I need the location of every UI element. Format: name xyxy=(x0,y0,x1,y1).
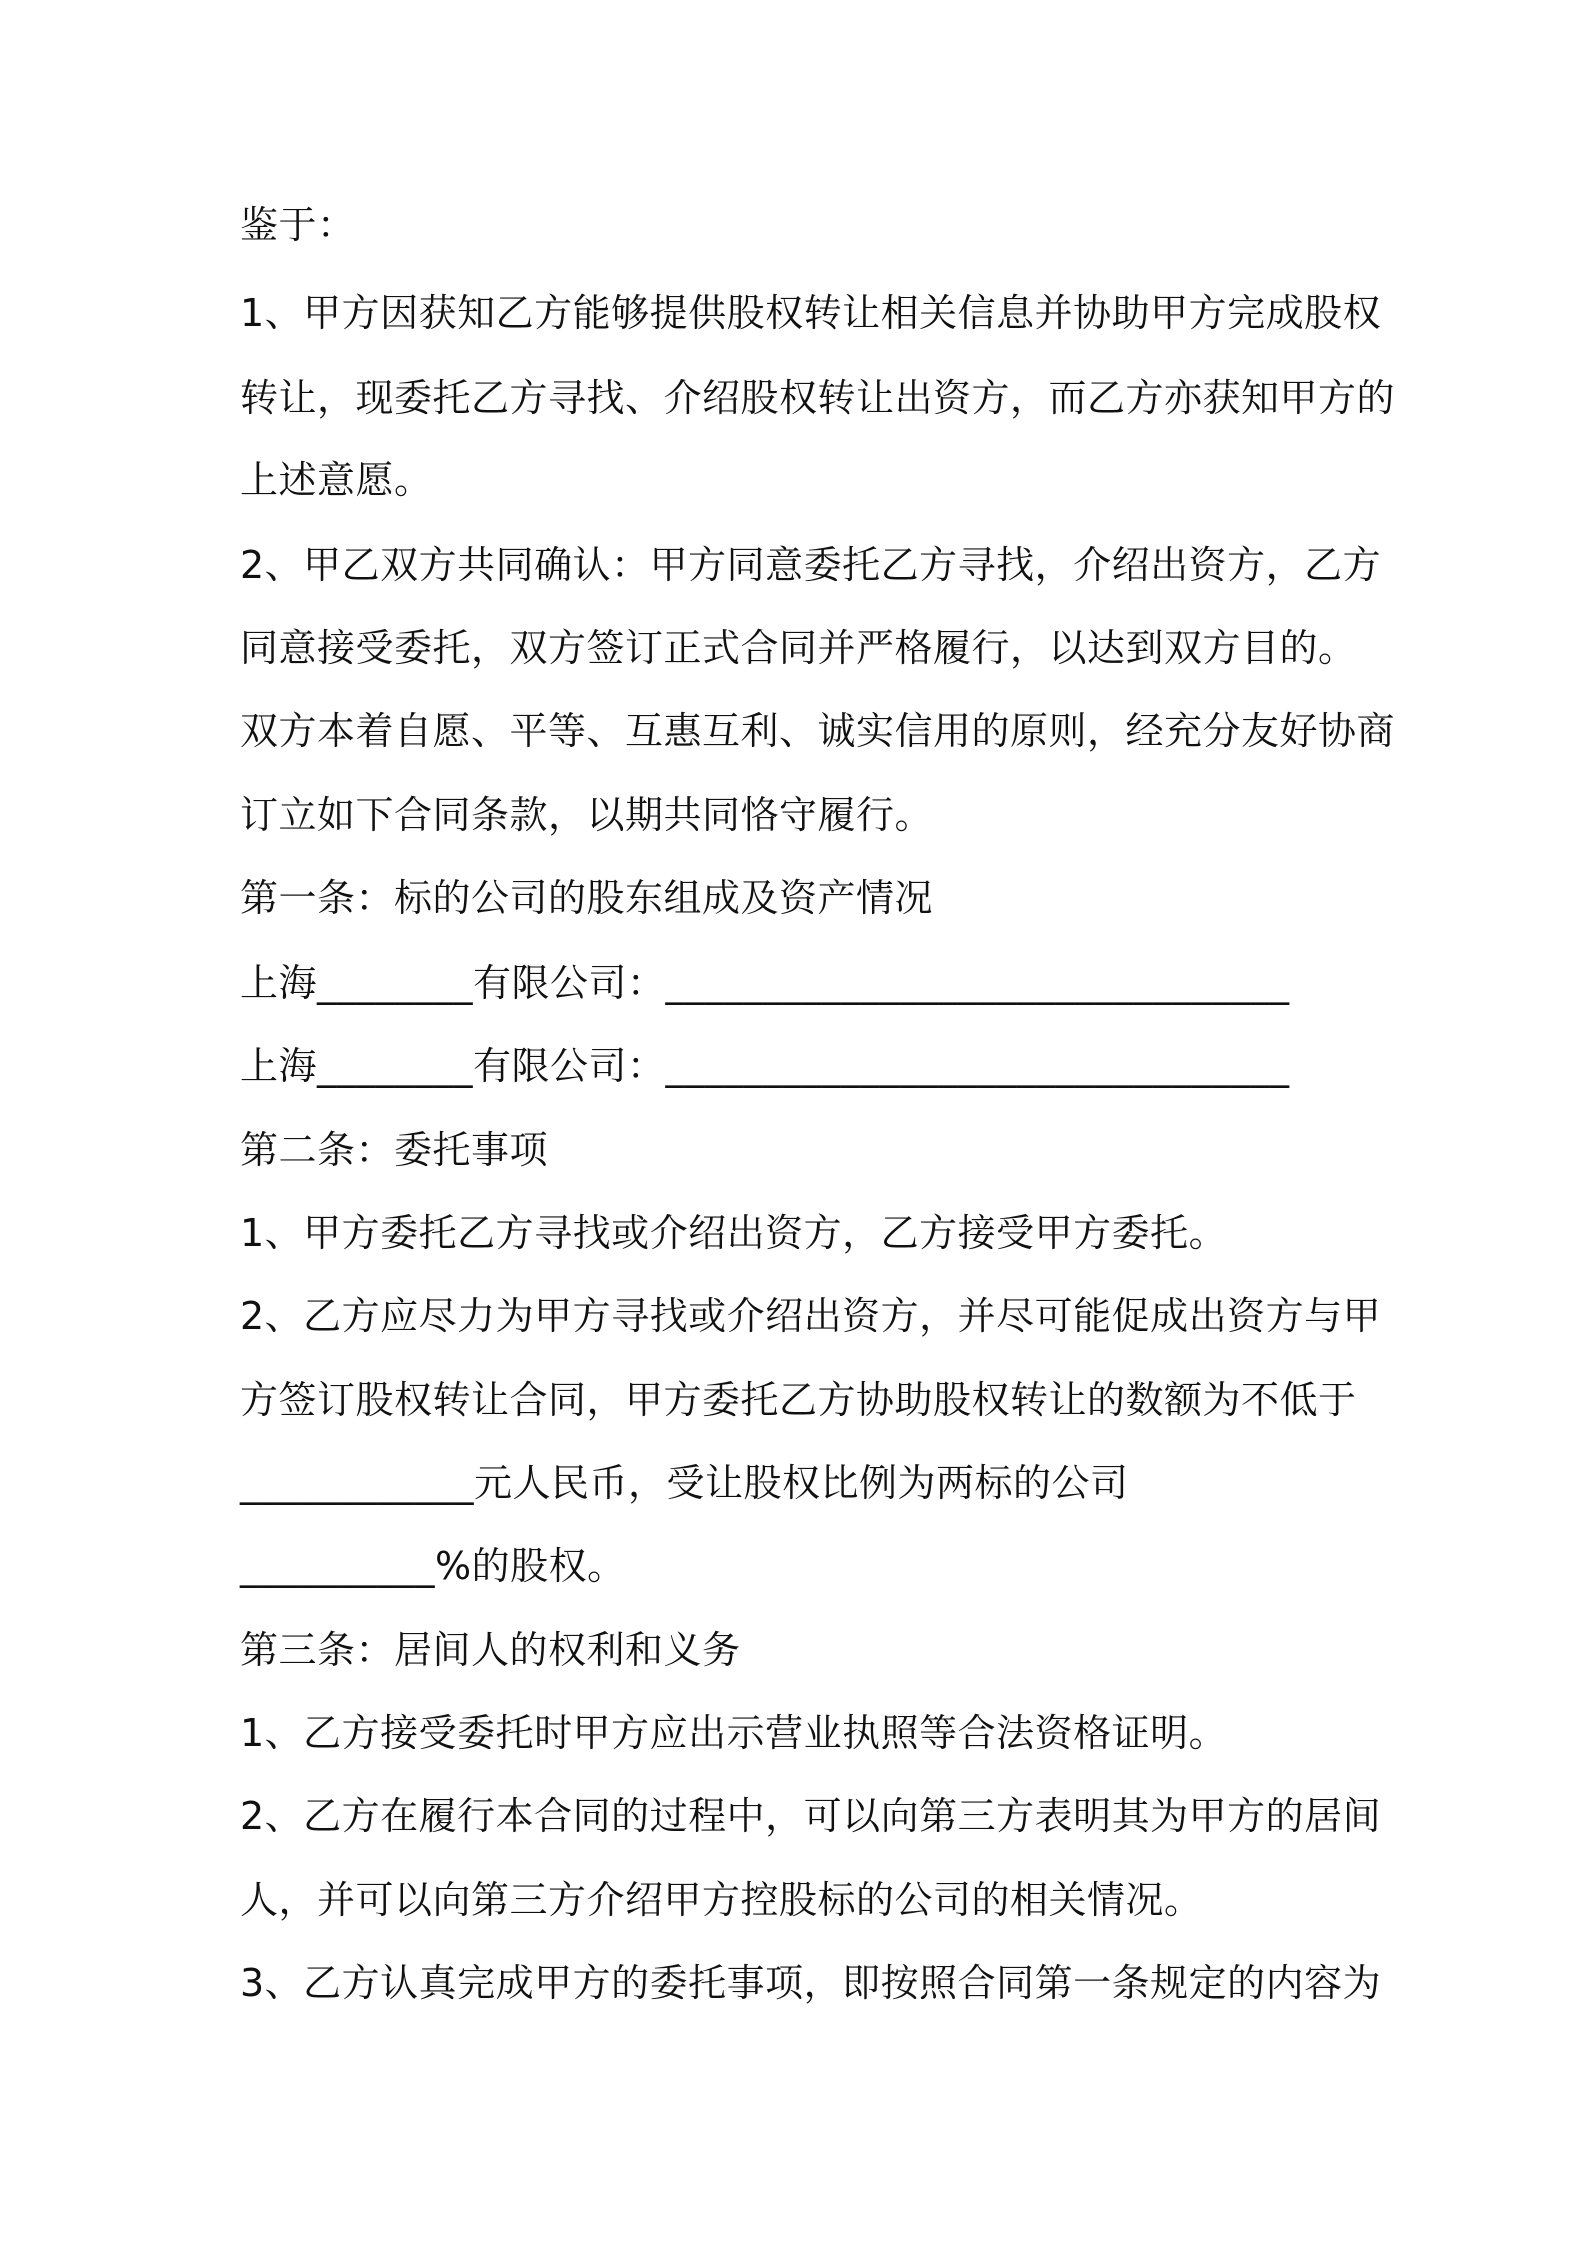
text-line: 2、甲乙双方共同确认：甲方同意委托乙方寻找，介绍出资方，乙方 xyxy=(240,543,1382,587)
text-line-whereas: 鉴于： xyxy=(240,203,356,247)
text-line: 方签订股权转让合同，甲方委托乙方协助股权转让的数额为不低于 xyxy=(240,1378,1357,1422)
text-line: 双方本着自愿、平等、互惠互利、诚实信用的原则，经充分友好协商 xyxy=(240,709,1396,753)
text-line: 同意接受委托，双方签订正式合同并严格履行，以达到双方目的。 xyxy=(240,626,1357,670)
text-line: 1、乙方接受委托时甲方应出示营业执照等合法资格证明。 xyxy=(240,1711,1228,1755)
text-line: 1、甲方委托乙方寻找或介绍出资方，乙方接受甲方委托。 xyxy=(240,1211,1228,1255)
article-heading-3: 第三条：居间人的权利和义务 xyxy=(240,1628,741,1672)
text-line: 订立如下合同条款，以期共同恪守履行。 xyxy=(240,793,934,837)
text-line: 1、甲方因获知乙方能够提供股权转让相关信息并协助甲方完成股权 xyxy=(240,291,1382,335)
article-heading-2: 第二条：委托事项 xyxy=(240,1128,549,1172)
company-blank-line: 上海________有限公司：________________________________ xyxy=(240,961,1290,1005)
text-line: 上述意愿。 xyxy=(240,458,433,502)
amount-blank-line: ____________元人民币，受让股权比例为两标的公司 xyxy=(240,1461,1129,1505)
text-line: 人，并可以向第三方介绍甲方控股标的公司的相关情况。 xyxy=(240,1878,1203,1922)
text-line: 2、乙方应尽力为甲方寻找或介绍出资方，并尽可能促成出资方与甲 xyxy=(240,1294,1382,1338)
text-line: 2、乙方在履行本合同的过程中，可以向第三方表明其为甲方的居间 xyxy=(240,1794,1382,1838)
text-line: 3、乙方认真完成甲方的委托事项，即按照合同第一条规定的内容为 xyxy=(240,1961,1382,2005)
company-blank-line: 上海________有限公司：________________________________ xyxy=(240,1044,1290,1088)
article-heading-1: 第一条：标的公司的股东组成及资产情况 xyxy=(240,876,934,920)
percentage-blank-line: __________%的股权。 xyxy=(240,1544,626,1588)
text-line: 转让，现委托乙方寻找、介绍股权转让出资方，而乙方亦获知甲方的 xyxy=(240,376,1396,420)
